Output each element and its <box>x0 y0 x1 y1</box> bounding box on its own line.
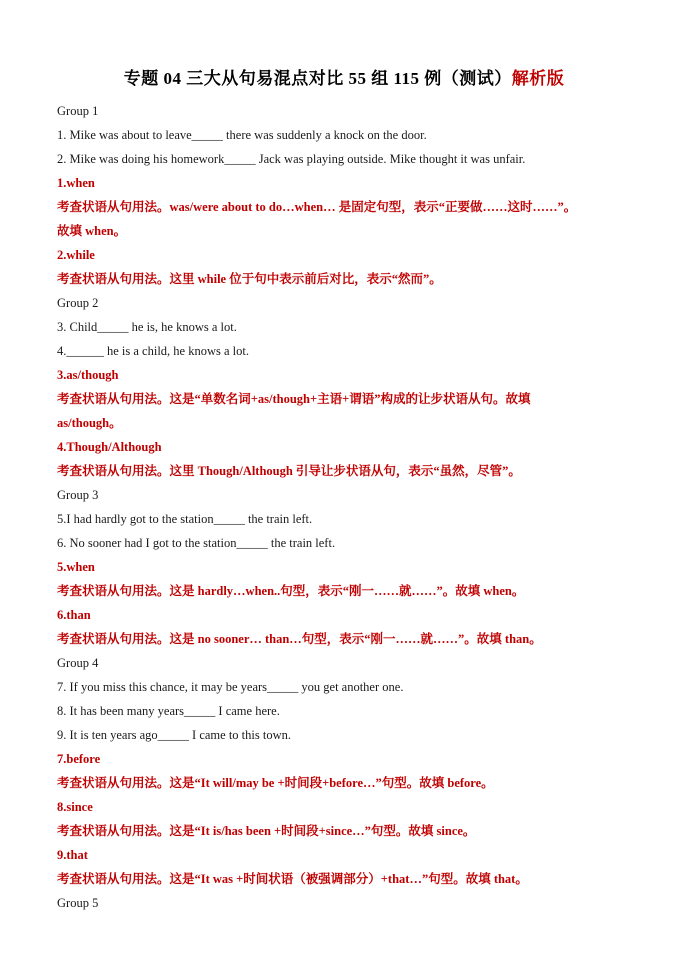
answer-line: 考查状语从句用法。这是“It was +时间状语（被强调部分）+that…”句型。故填 that。 <box>57 872 528 886</box>
answer-line: 考查状语从句用法。这是“It is/has been +时间段+since…”句型。故填 since。 <box>57 824 476 838</box>
answer-line: 4.Though/Although <box>57 440 162 454</box>
answer-line: 考查状语从句用法。was/were about to do…when… 是固定句型，表示“正要做……这时……”。 <box>57 200 577 214</box>
text-line: 3. Child_____ he is, he knows a lot. <box>57 320 237 334</box>
answer-line: 考查状语从句用法。这里 while 位于句中表示前后对比，表示“然而”。 <box>57 272 442 286</box>
group-heading: Group 1 <box>57 104 99 118</box>
text-line: 5.I had hardly got to the station_____ the train left. <box>57 512 313 526</box>
answer-line: 5.when <box>57 560 95 574</box>
answer-line: 6.than <box>57 608 91 622</box>
answer-line: 考查状语从句用法。这是“单数名词+as/though+主语+谓语”构成的让步状语从句。故填 <box>57 392 531 406</box>
answer-line: 考查状语从句用法。这是 no sooner… than…句型，表示“刚一……就……”。故填 than。 <box>57 632 542 646</box>
group-heading: Group 4 <box>57 656 99 670</box>
answer-line: 9.that <box>57 848 88 862</box>
answer-line: 考查状语从句用法。这是“It will/may be +时间段+before…”句型。故填 before。 <box>57 776 494 790</box>
title-main: 专题 04 三大从句易混点对比 55 组 115 例（测试） <box>123 69 512 88</box>
document-body <box>57 99 647 915</box>
page-title <box>0 64 688 89</box>
text-line: 4.______ he is a child, he knows a lot. <box>57 344 249 358</box>
title-suffix: 解析版 <box>511 69 565 88</box>
group-heading: Group 2 <box>57 296 99 310</box>
answer-line: as/though。 <box>57 416 122 430</box>
text-line: 6. No sooner had I got to the station_____ the train left. <box>57 536 336 550</box>
answer-line: 2.while <box>57 248 95 262</box>
text-line: 8. It has been many years_____ I came here. <box>57 704 280 718</box>
answer-line: 3.as/though <box>57 368 119 382</box>
group-heading: Group 3 <box>57 488 99 502</box>
group-heading: Group 5 <box>57 896 99 910</box>
text-line: 7. If you miss this chance, it may be years_____ you get another one. <box>57 680 404 694</box>
answer-line: 考查状语从句用法。这是 hardly…when..句型，表示“刚一……就……”。故填 when。 <box>57 584 525 598</box>
answer-line: 故填 when。 <box>57 224 127 238</box>
text-line: 2. Mike was doing his homework_____ Jack was playing outside. Mike thought it was unfair. <box>57 152 526 166</box>
answer-line: 7.before <box>57 752 101 766</box>
answer-line: 8.since <box>57 800 93 814</box>
answer-line: 1.when <box>57 176 95 190</box>
text-line: 1. Mike was about to leave_____ there was suddenly a knock on the door. <box>57 128 427 142</box>
answer-line: 考查状语从句用法。这里 Though/Although 引导让步状语从句，表示“虽然，尽管”。 <box>57 464 521 478</box>
text-line: 9. It is ten years ago_____ I came to this town. <box>57 728 291 742</box>
